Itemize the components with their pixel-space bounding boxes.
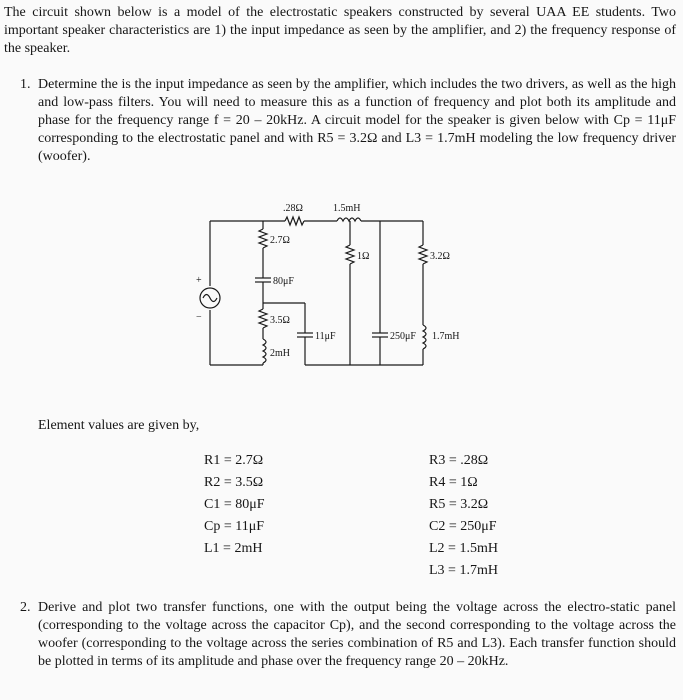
value-r3: R3 = .28Ω (429, 453, 489, 468)
label-l3: 1.7mH (432, 331, 460, 342)
label-cp: 11μF (315, 331, 336, 342)
label-r5: 3.2Ω (430, 251, 450, 262)
label-c1: 80μF (273, 276, 294, 287)
resistor-r3 (285, 217, 304, 225)
value-cp: Cp = 11μF (204, 519, 265, 534)
question-2-text: Derive and plot two transfer functions, one with the output being the voltage across the electro-static panel (corresponding to the voltage across the capacitor Cp), and the second corresponding to the voltage across the woofer (corresponding to the voltage across the series combination of R5 and L3). Each transfer function should be plotted in terms of its amplitude and phase over the frequency range 20 – 20kHz. (38, 600, 676, 669)
value-l1: L1 = 2mH (204, 541, 263, 556)
label-r4: 1Ω (357, 251, 370, 262)
label-plus: + (196, 275, 202, 286)
resistor-r2 (259, 309, 267, 328)
label-minus: − (196, 312, 202, 323)
element-values-title: Element values are given by, (38, 418, 200, 433)
inductor-l1 (263, 339, 266, 363)
value-c1: C1 = 80μF (204, 497, 265, 512)
label-l1: 2mH (270, 348, 290, 359)
label-r3: .28Ω (283, 203, 303, 214)
values-left-column (204, 450, 265, 560)
resistor-r4 (346, 245, 354, 264)
label-l2: 1.5mH (333, 203, 361, 214)
question-1 (20, 76, 676, 166)
label-r2: 3.5Ω (270, 315, 290, 326)
value-l2: L2 = 1.5mH (429, 541, 498, 556)
value-l3: L3 = 1.7mH (429, 563, 498, 578)
value-r4: R4 = 1Ω (429, 475, 478, 490)
label-c2: 250μF (390, 331, 416, 342)
intro-paragraph: The circuit shown below is a model of the electrostatic speakers constructed by several UAA EE students. Two important speaker characteristics are 1) the input impedance as seen by the amplifier, and 2) the frequency response of the speaker. (4, 5, 676, 56)
inductor-l2 (337, 218, 361, 221)
values-right-column (429, 450, 498, 582)
inductor-l3 (423, 325, 426, 349)
question-2-number: 2. (20, 600, 31, 615)
question-1-number: 1. (20, 77, 31, 92)
resistor-r1 (259, 229, 267, 248)
ac-source-wave (203, 295, 217, 302)
resistor-r5 (419, 245, 427, 264)
value-r1: R1 = 2.7Ω (204, 453, 264, 468)
circuit-diagram (190, 196, 490, 386)
question-2 (20, 599, 676, 671)
value-r5: R5 = 3.2Ω (429, 497, 489, 512)
value-r2: R2 = 3.5Ω (204, 475, 264, 490)
value-c2: C2 = 250μF (429, 519, 497, 534)
question-1-text: Determine the is the input impedance as seen by the amplifier, which includes the two drivers, as well as the high and low-pass filters. You will need to measure this as a function of frequency and plot both its amplitude and phase for the frequency range f = 20 – 20kHz. A circuit model for the speaker is given below with Cp = 11μF corresponding to the electrostatic panel and with R5 = 3.2Ω and L3 = 1.7mH modeling the low frequency driver (woofer). (38, 77, 676, 164)
label-r1: 2.7Ω (270, 235, 290, 246)
